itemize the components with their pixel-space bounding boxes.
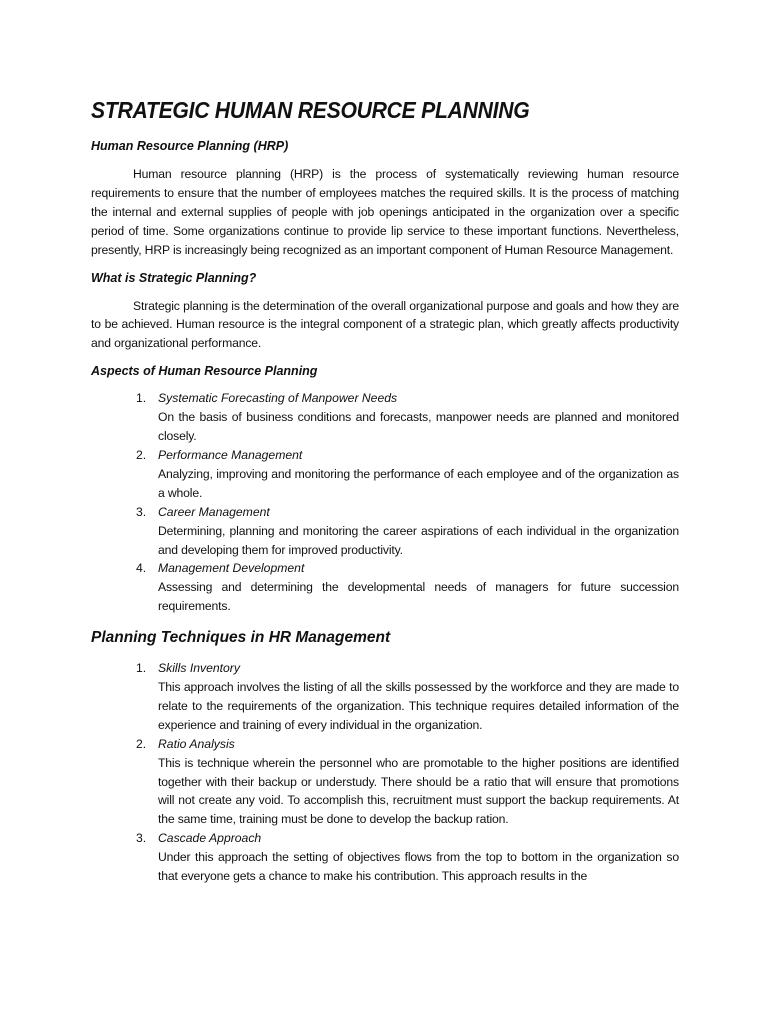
document-page xyxy=(91,96,679,886)
list-item xyxy=(91,659,679,735)
hrp-paragraph: Human resource planning (HRP) is the process of systematically reviewing human resource requirements to ensure that the number of employees matches the required skills. It is the process of matching the internal and external supplies of people with job openings anticipated in the organization over a specific period of time. Some organizations continue to provide lip service to these important functions. Nevertheless, presently, HRP is increasingly being recognized as an important component of Human Resource Management. xyxy=(91,167,679,257)
item-title: Skills Inventory xyxy=(158,661,240,676)
item-description: This approach involves the listing of all the skills possessed by the workforce and they are made to relate to the requirements of the organization. This technique requires detailed information of the experience and training of every individual in the organization. xyxy=(158,680,679,732)
item-description: This is technique wherein the personnel who are promotable to the higher positions are identified together with their backup or understudy. There should be a ratio that will ensure that promotions will not create any void. To accomplish this, recruitment must support the backup requirements. At the same time, training must be done to develop the backup ration. xyxy=(158,755,679,827)
item-title: Systematic Forecasting of Manpower Needs xyxy=(158,391,398,406)
item-number: 1. xyxy=(136,661,147,676)
item-description: Under this approach the setting of objectives flows from the top to bottom in the organization so that everyone gets a chance to make his contribution. This approach results in the xyxy=(158,850,679,884)
item-title: Career Management xyxy=(158,504,270,519)
item-number: 3. xyxy=(136,831,147,846)
list-item xyxy=(91,446,679,503)
item-number: 1. xyxy=(136,391,147,406)
item-number: 2. xyxy=(136,447,147,462)
item-description: Assessing and determining the developmental needs of managers for future succession requirements. xyxy=(158,580,679,614)
techniques-heading: Planning Techniques in HR Management xyxy=(91,629,391,647)
aspects-heading: Aspects of Human Resource Planning xyxy=(91,364,318,379)
item-title: Performance Management xyxy=(158,447,303,462)
techniques-list xyxy=(91,659,679,886)
strategic-paragraph: Strategic planning is the determination of the overall organizational purpose and goals and how they are to be achieved. Human resource is the integral component of a strategic plan, which greatly affects productivity and organizational performance. xyxy=(91,298,679,351)
item-description: Determining, planning and monitoring the career aspirations of each individual in the organization and developing them for improved productivity. xyxy=(158,523,679,557)
item-title: Ratio Analysis xyxy=(158,736,235,751)
strategic-heading: What is Strategic Planning? xyxy=(91,270,257,285)
item-description: Analyzing, improving and monitoring the performance of each employee and of the organization as a whole. xyxy=(158,466,679,500)
item-title: Management Development xyxy=(158,561,305,576)
item-description: On the basis of business conditions and forecasts, manpower needs are planned and monitored closely. xyxy=(158,410,679,444)
list-item xyxy=(91,829,679,886)
list-item xyxy=(91,389,679,446)
item-number: 3. xyxy=(136,504,147,519)
list-item xyxy=(91,503,679,560)
item-title: Cascade Approach xyxy=(158,831,262,846)
item-number: 2. xyxy=(136,736,147,751)
page-title: STRATEGIC HUMAN RESOURCE PLANNING xyxy=(91,97,530,123)
item-number: 4. xyxy=(136,561,147,576)
list-item xyxy=(91,559,679,616)
aspects-list xyxy=(91,389,679,616)
list-item xyxy=(91,735,679,830)
hrp-heading: Human Resource Planning (HRP) xyxy=(91,139,289,153)
